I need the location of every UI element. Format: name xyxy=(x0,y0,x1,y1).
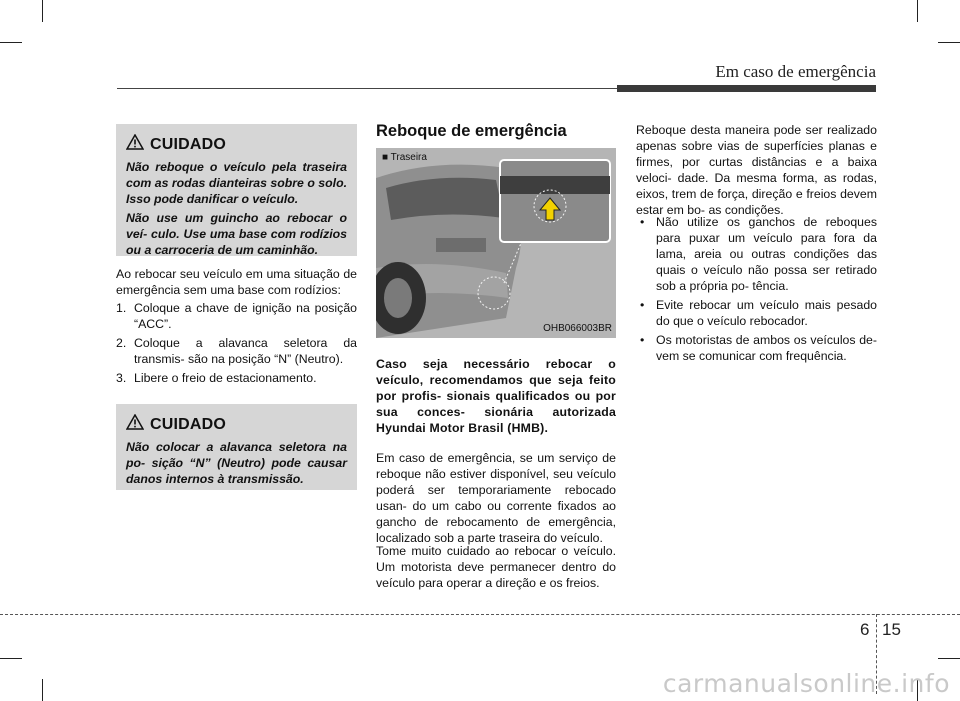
footer-rule xyxy=(0,614,960,615)
warning-icon xyxy=(126,134,144,155)
caution-title: CUIDADO xyxy=(150,135,227,153)
body-paragraph: Tome muito cuidado ao rebocar o veículo. Um motorista deve permanecer dentro do veículo para operar a direção e os freios. xyxy=(376,544,616,590)
steps-list xyxy=(116,300,357,389)
list-item: 2. Coloque a alavanca seletora da transmis- são na posição “N” (Neutro). xyxy=(116,336,357,366)
caution-box xyxy=(116,124,357,256)
chapter-number: 6 xyxy=(860,620,870,639)
body-paragraph: Reboque desta maneira pode ser realizado apenas sobre vias de superfícies planas e firmes, por curtas distâncias e a baixa veloci- dade. Da mesma forma, as rodas, eixos, trem de força, direção e freios devem estar em bo- as condições. xyxy=(636,123,877,217)
header-title: Em caso de emergência xyxy=(715,62,876,81)
list-item: 1. Coloque a chave de ignição na posição “ACC”. xyxy=(116,301,357,331)
car-rear-illustration xyxy=(376,148,616,338)
crop-mark xyxy=(938,42,960,43)
caution-text: Não reboque o veículo pela traseira com as rodas dianteiras sobre o solo. Isso pode danificar o veículo. xyxy=(126,160,347,206)
crop-mark xyxy=(938,658,960,659)
bullet-list xyxy=(636,214,877,367)
crop-mark xyxy=(0,658,22,659)
crop-mark xyxy=(42,0,43,22)
list-item: • Evite rebocar um veículo mais pesado do que o veículo rebocador. xyxy=(640,298,877,328)
towing-figure xyxy=(376,148,616,338)
header-bar xyxy=(617,85,876,92)
header-rule xyxy=(117,88,617,89)
caution-box xyxy=(116,404,357,490)
figure-label: ■ Traseira xyxy=(382,152,427,163)
crop-mark xyxy=(917,0,918,22)
crop-mark xyxy=(0,42,22,43)
warning-icon xyxy=(126,414,144,435)
list-item: 3. Libere o freio de estacionamento. xyxy=(116,371,317,385)
caution-title: CUIDADO xyxy=(150,415,227,433)
caution-text: Não use um guincho ao rebocar o veí- culo. Use uma base com rodízios ou a carroceria de um caminhão. xyxy=(126,211,347,257)
figure-code: OHB066003BR xyxy=(543,323,612,334)
crop-mark xyxy=(42,679,43,701)
section-title: Reboque de emergência xyxy=(376,122,567,140)
list-item: • Os motoristas de ambos os veículos de- vem se comunicar com frequência. xyxy=(640,333,877,363)
list-item: • Não utilize os ganchos de reboques para puxar um veículo para fora da lama, areia ou outras condições das quais o veículo não possa ser retirado sob a própria po- tência. xyxy=(640,215,877,293)
page-number: 15 xyxy=(882,620,901,639)
intro-paragraph: Ao rebocar seu veículo em uma situação de emergência sem uma base com rodízios: xyxy=(116,267,357,297)
body-paragraph: Em caso de emergência, se um serviço de reboque não estiver disponível, seu veículo poderá ser temporariamente rebocado usan- do um cabo ou corrente fixados ao gancho de rebocamento de emergência, localizado sob a parte traseira do veículo. xyxy=(376,451,616,545)
recommendation-paragraph: Caso seja necessário rebocar o veículo, recomendamos que seja feito por profis- sionais qualificados ou por sua conces- sionária autorizada Hyundai Motor Brasil (HMB). xyxy=(376,357,616,435)
caution-text: Não colocar a alavanca seletora na po- sição “N” (Neutro) pode causar danos internos à transmissão. xyxy=(126,440,347,486)
watermark: carmanualsonline.info xyxy=(662,669,950,698)
